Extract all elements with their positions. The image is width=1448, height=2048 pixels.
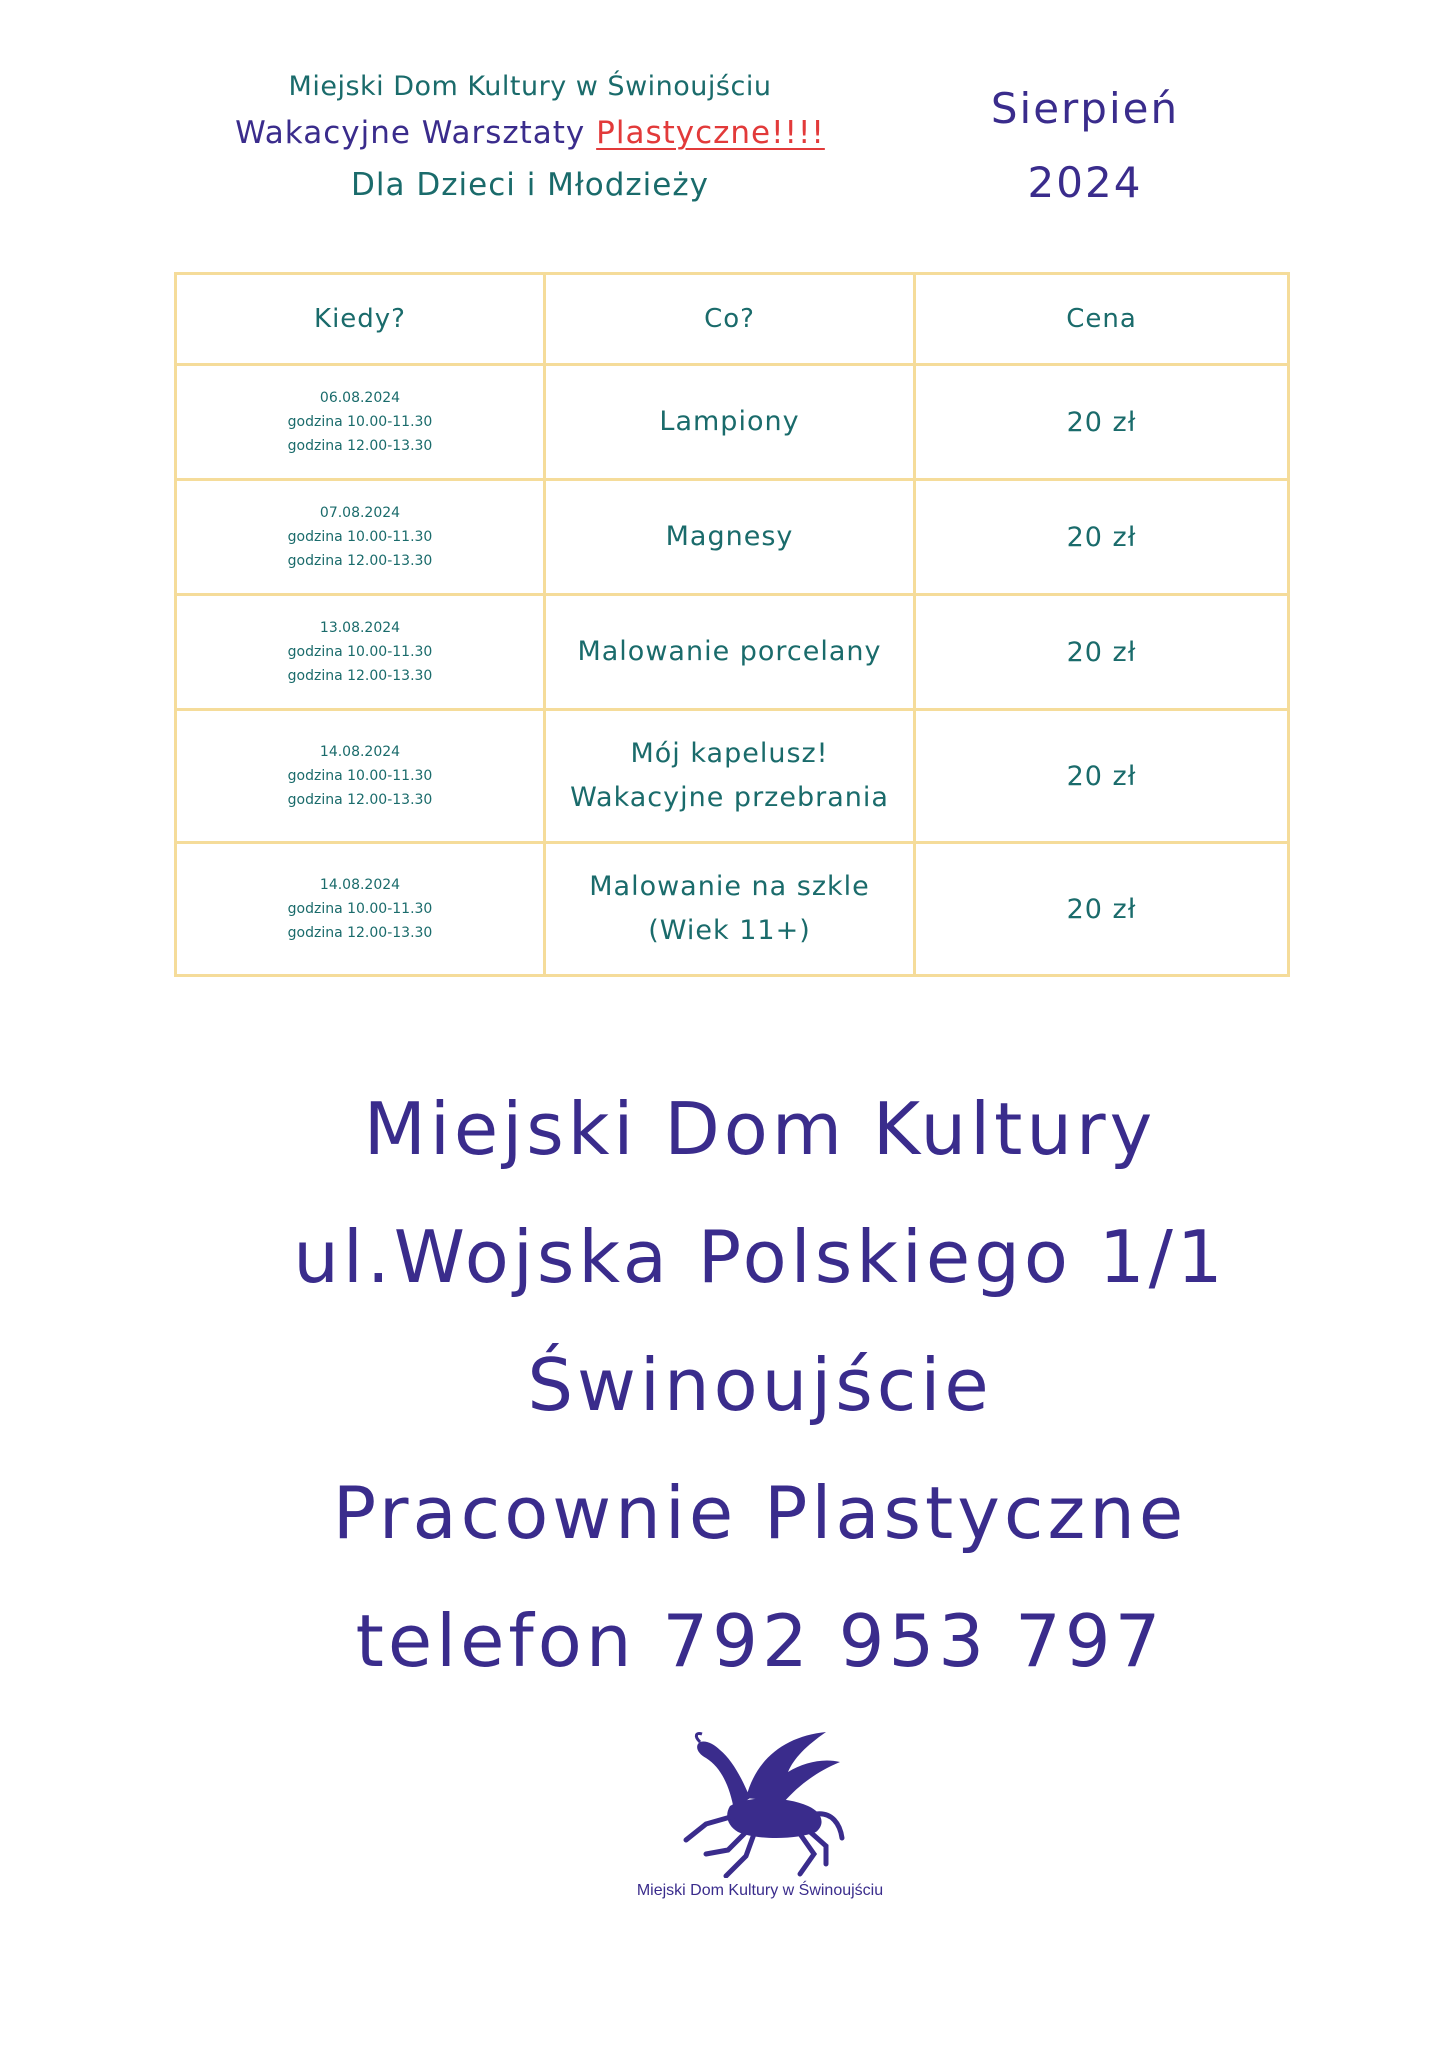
logo-caption: Miejski Dom Kultury w Świnoujściu <box>636 1882 884 1899</box>
event-date <box>960 72 1210 220</box>
venue-phone: telefon 792 953 797 <box>355 1599 1165 1683</box>
activity-name: Lampiony <box>659 406 800 437</box>
row-time: godzina 10.00-11.30 <box>287 644 433 660</box>
workshop-title-highlight: Plastyczne!!!! <box>596 115 825 151</box>
venue-name: Miejski Dom Kultury <box>363 1087 1157 1171</box>
row-when <box>176 595 545 710</box>
row-time: godzina 12.00-13.30 <box>287 925 433 941</box>
row-when <box>176 710 545 843</box>
table-row <box>176 595 1289 710</box>
row-date: 06.08.2024 <box>319 390 401 406</box>
row-when <box>176 365 545 480</box>
row-time: godzina 10.00-11.30 <box>287 529 433 545</box>
table-row <box>176 365 1289 480</box>
row-activity <box>545 843 915 976</box>
table-row <box>176 843 1289 976</box>
row-activity <box>545 710 915 843</box>
row-time: godzina 10.00-11.30 <box>287 768 433 784</box>
table-header-row <box>176 274 1289 365</box>
row-price: 20 zł <box>915 595 1289 710</box>
row-activity <box>545 365 915 480</box>
row-price: 20 zł <box>915 710 1289 843</box>
activity-subtitle: (Wiek 11+) <box>648 915 811 946</box>
row-activity <box>545 480 915 595</box>
pegasus-icon <box>676 1728 846 1878</box>
contact-info <box>150 1065 1370 1705</box>
venue-department: Pracownie Plastyczne <box>332 1471 1188 1555</box>
organization-name: Miejski Dom Kultury w Świnoujściu <box>288 71 772 102</box>
row-time: godzina 12.00-13.30 <box>287 668 433 684</box>
row-price: 20 zł <box>915 480 1289 595</box>
activity-subtitle: Wakacyjne przebrania <box>570 782 889 813</box>
row-date: 13.08.2024 <box>319 620 401 636</box>
row-time: godzina 12.00-13.30 <box>287 792 433 808</box>
venue-address: ul.Wojska Polskiego 1/1 <box>293 1215 1227 1299</box>
audience-line: Dla Dzieci i Młodzieży <box>351 167 709 203</box>
row-price: 20 zł <box>915 843 1289 976</box>
row-time: godzina 10.00-11.30 <box>287 414 433 430</box>
header-what: Co? <box>545 274 915 365</box>
schedule-table <box>174 272 1290 977</box>
header-price: Cena <box>915 274 1289 365</box>
table-row <box>176 480 1289 595</box>
row-activity <box>545 595 915 710</box>
workshop-title-prefix: Wakacyjne Warsztaty <box>235 115 586 151</box>
row-time: godzina 10.00-11.30 <box>287 901 433 917</box>
row-date: 07.08.2024 <box>319 505 401 521</box>
event-month: Sierpień <box>990 84 1180 133</box>
row-when <box>176 843 545 976</box>
row-time: godzina 12.00-13.30 <box>287 438 433 454</box>
poster-header <box>220 68 840 210</box>
row-when <box>176 480 545 595</box>
row-time: godzina 12.00-13.30 <box>287 553 433 569</box>
activity-name: Magnesy <box>665 521 794 552</box>
venue-city: Świnoujście <box>527 1343 993 1427</box>
row-date: 14.08.2024 <box>319 744 401 760</box>
row-date: 14.08.2024 <box>319 877 401 893</box>
activity-name: Mój kapelusz! <box>630 738 829 769</box>
activity-name: Malowanie na szkle <box>589 871 870 902</box>
workshop-title <box>220 106 840 160</box>
row-price: 20 zł <box>915 365 1289 480</box>
event-year: 2024 <box>1027 158 1143 207</box>
table-row <box>176 710 1289 843</box>
activity-name: Malowanie porcelany <box>577 636 882 667</box>
header-when: Kiedy? <box>176 274 545 365</box>
